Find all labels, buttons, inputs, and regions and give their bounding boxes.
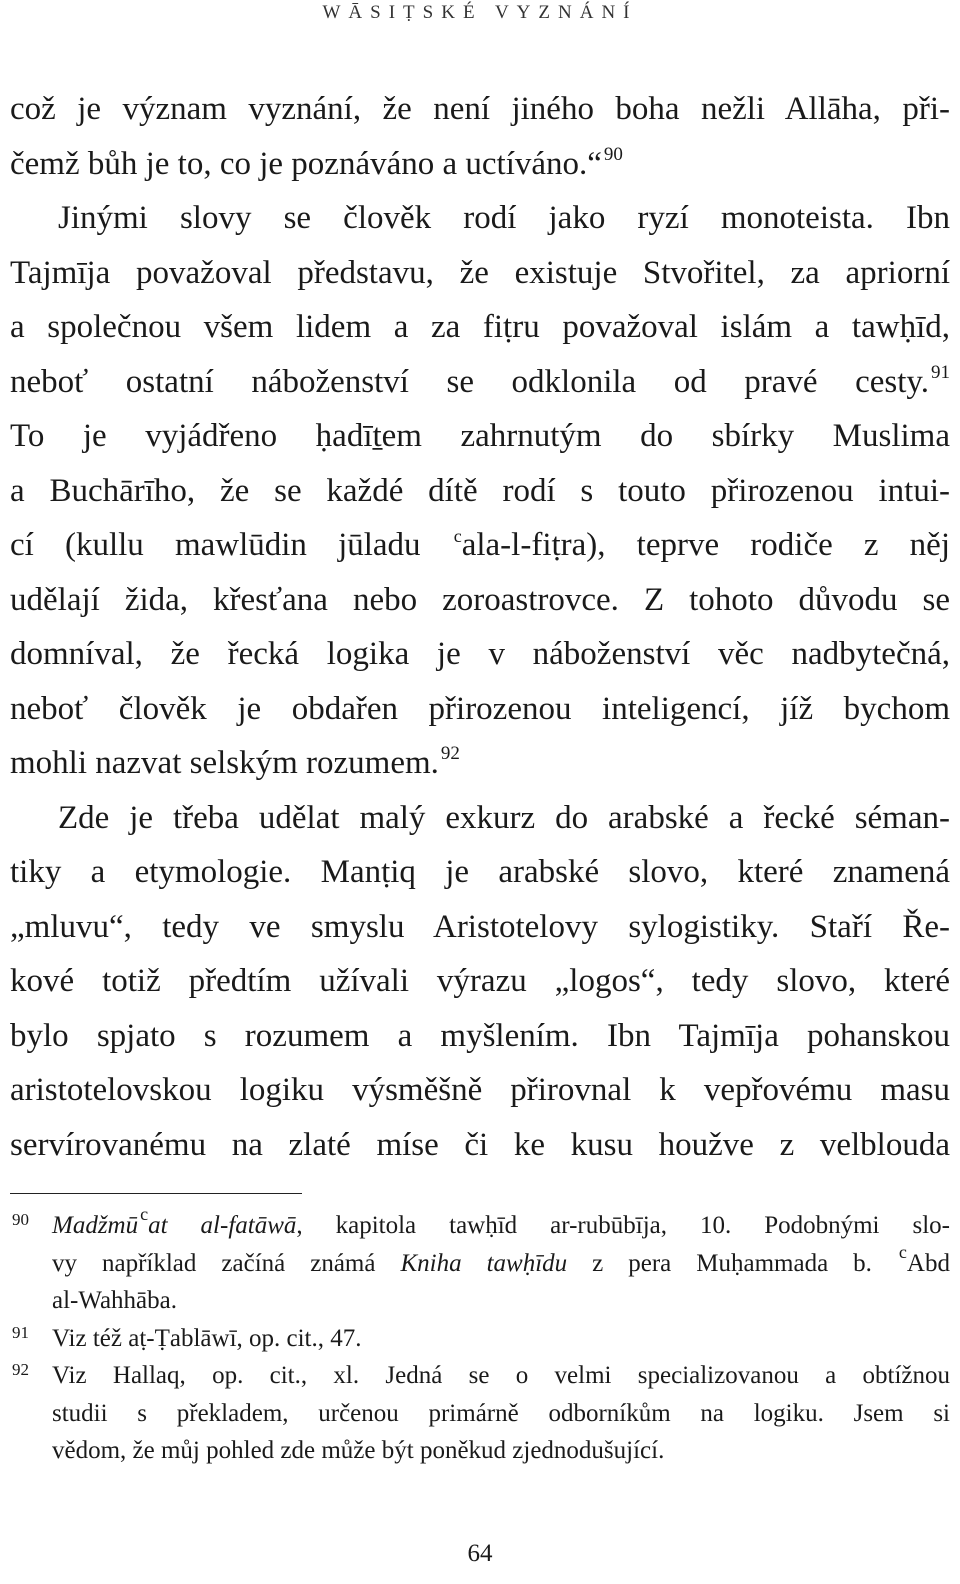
footnote-separator: [10, 1193, 302, 1194]
footnote-line: Viz též aṭ-Ṭablāwī, op. cit., 47.: [52, 1324, 362, 1352]
text-line: mohli nazvat selským rozumem. $^{92}$: [10, 743, 460, 781]
text-line: To je vyjádřeno ḥadīṯem zahrnutým do sbírky Muslima: [10, 418, 950, 454]
text-line: což je význam vyznání, že není jiného boha nežli Allāha, při-: [10, 91, 950, 127]
text-line: aristotelovskou logiku výsměšně přirovnal k vepřovému masu: [10, 1072, 950, 1108]
footnote-number: 90: [12, 1210, 29, 1229]
text-line: „mluvu“, tedy ve smyslu Aristotelovy sylogistiky. Staří Ře-: [10, 908, 950, 945]
text-line: cí (kullu mawlūdin jūladu $^c$ala-l-fiṭra), teprve rodiče z něj: [10, 526, 950, 563]
footnote-line: vy například začíná známá Kniha tawḥīdu z pera Muḥammada b. $^c$Abd: [52, 1241, 950, 1277]
footnote-number: 91: [12, 1322, 29, 1342]
ayn-mark: c: [140, 1204, 149, 1224]
text-line: a Buchārīho, že se každé dítě rodí s touto přirozenou intui-: [10, 472, 950, 509]
body-text: [10, 82, 950, 1172]
text-line: čemž bůh je to, co je poznáváno a uctíváno.“ $^{90}$: [10, 143, 623, 182]
ayn-mark: c: [453, 526, 462, 546]
text-line: udělají žida, křesťana nebo zoroastrovce. Z tohoto důvodu se: [10, 581, 950, 618]
text-line: Tajmīja považoval představu, že existuje Stvořitel, za apriorní: [10, 254, 950, 291]
text-line: tiky a etymologie. Manṭiq je arabské slovo, které znamená: [10, 854, 950, 890]
text-line: domníval, že řecká logika je v náboženství věc nadbytečná,: [10, 636, 950, 672]
text-line: Jinými slovy se člověk rodí jako ryzí monoteista. Ibn: [58, 200, 950, 236]
page-number: 64: [467, 1540, 493, 1567]
footnote-number: 92: [12, 1360, 29, 1379]
footnote-line: studii s překladem, určenou primárně odborníkům na logiku. Jsem si: [52, 1399, 950, 1427]
footnote-line: al-Wahhāba.: [52, 1287, 177, 1314]
text-line: kové totiž předtím užívali výrazu „logos“, tedy slovo, které: [10, 963, 950, 999]
footnote-line: vědom, že můj pohled zde může být poněkud zjednodušující.: [52, 1437, 665, 1464]
running-header: WĀSIṬSKÉ VYZNÁNÍ: [322, 2, 638, 23]
footnote-line: Viz Hallaq, op. cit., xl. Jedná se o velmi specializovanou a obtížnou: [52, 1362, 950, 1389]
text-line: a společnou všem lidem a za fiṭru považoval islám a tawḥīd,: [10, 309, 950, 345]
footnote-line: Madžmū $^c$at al-fatāwā, kapitola tawḥīd ar-rubūbīja, 10. Podobnými slo-: [52, 1204, 950, 1239]
text-line: neboť člověk je obdařen přirozenou inteligencí, jíž bychom: [10, 690, 950, 727]
ayn-mark: c: [898, 1241, 907, 1262]
text-line: bylo spjato s rozumem a myšlením. Ibn Tajmīja pohanskou: [10, 1017, 950, 1054]
text-line: Zde je třeba udělat malý exkurz do arabské a řecké séman-: [58, 799, 950, 836]
footnotes: [10, 1204, 950, 1470]
footnote-ref-90[interactable]: 90: [603, 143, 623, 165]
footnote-90: [10, 1204, 950, 1320]
footnote-91: [10, 1320, 950, 1358]
footnote-ref-91[interactable]: 91: [931, 361, 950, 383]
text-line: servírovanému na zlaté míse či ke kusu houžve z velbloudа: [10, 1126, 950, 1163]
footnote-92: [10, 1357, 950, 1470]
text-line: neboť ostatní náboženství se odklonila od pravé cesty. $^{91}$: [10, 361, 950, 400]
footnote-ref-92[interactable]: 92: [440, 743, 460, 764]
